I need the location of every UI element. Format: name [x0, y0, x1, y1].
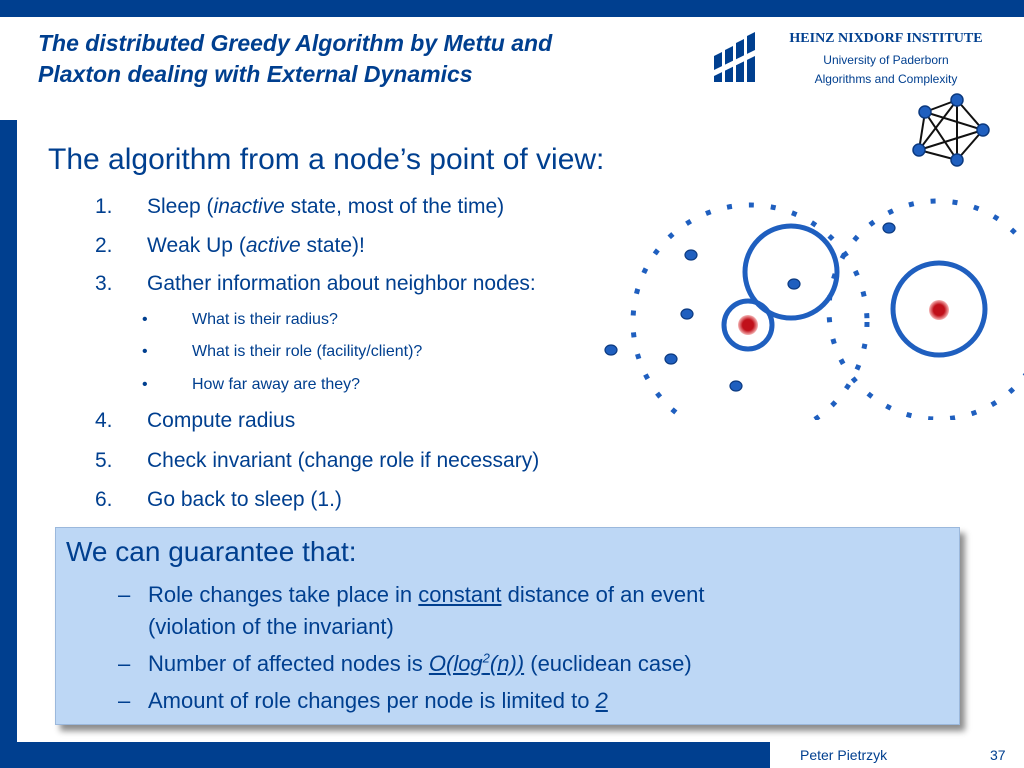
- client-node: [730, 381, 742, 391]
- top-bar: [0, 0, 706, 17]
- step-5: [95, 449, 539, 473]
- client-node: [788, 279, 800, 289]
- step-text: Sleep (: [147, 195, 214, 218]
- step-text: Weak Up (: [147, 234, 246, 257]
- guarantee-item-1-continued: (violation of the invariant): [148, 614, 394, 639]
- institute-logo-icon: [714, 30, 764, 86]
- client-node: [605, 345, 617, 355]
- university-name: University of Paderborn: [823, 53, 949, 67]
- guarantee-item-2: [118, 651, 692, 677]
- client-node: [883, 223, 895, 233]
- slide-title-line-2: Plaxton dealing with External Dynamics: [38, 61, 473, 87]
- step-text: Check invariant (change role if necessary): [147, 449, 540, 472]
- formula-part: (n)): [489, 651, 525, 676]
- bullet: •: [142, 311, 148, 328]
- subitem-text: How far away are they?: [192, 376, 361, 393]
- subitem-text: What is their role (facility/client)?: [192, 343, 423, 360]
- guarantee-title: We can guarantee that:: [66, 536, 357, 567]
- guarantee-text: Role changes take place in: [148, 582, 419, 607]
- step-number: 1.: [95, 195, 113, 218]
- institute-name: HEINZ NIXDORF INSTITUTE: [789, 31, 983, 46]
- step-text: Compute radius: [147, 409, 296, 432]
- step-number: 6.: [95, 488, 113, 511]
- subitem-2: [142, 343, 422, 361]
- left-bar: [0, 120, 17, 742]
- step-6: [95, 488, 342, 512]
- network-diagram: [600, 185, 1024, 420]
- dash: –: [118, 651, 131, 676]
- bullet: •: [142, 376, 148, 393]
- content-heading: The algorithm from a node’s point of view:: [48, 143, 605, 176]
- step-number: 5.: [95, 449, 113, 472]
- step-3: [95, 272, 536, 296]
- dotted-radius-circle: [633, 205, 867, 420]
- dash: –: [118, 582, 131, 607]
- guarantee-underlined: 2: [595, 688, 608, 713]
- guarantee-formula: [429, 651, 524, 676]
- step-number: 2.: [95, 234, 113, 257]
- formula-part: O(log: [428, 651, 483, 676]
- subitem-3: [142, 376, 360, 394]
- subitem-1: [142, 311, 338, 329]
- facility-node: [929, 300, 949, 320]
- top-right-bar: [706, 0, 1024, 17]
- guarantee-item-1: [118, 582, 705, 608]
- step-text: state)!: [300, 234, 365, 257]
- guarantee-text: (euclidean case): [524, 651, 692, 676]
- client-node: [681, 309, 693, 319]
- slide-title-line-1: The distributed Greedy Algorithm by Mettu and: [38, 30, 553, 56]
- step-1: [95, 195, 504, 219]
- step-number: 4.: [95, 409, 113, 432]
- complete-graph-icon: [905, 92, 993, 168]
- step-emphasis: inactive: [213, 195, 285, 218]
- bullet: •: [142, 343, 148, 360]
- bottom-bar: [0, 742, 770, 768]
- dotted-radius-circle: [829, 201, 1024, 419]
- dash: –: [118, 688, 131, 713]
- guarantee-text: Amount of role changes per node is limited to: [148, 688, 596, 713]
- facility-node: [738, 315, 758, 335]
- slide-title: [38, 28, 698, 90]
- guarantee-text: distance of an event: [501, 582, 705, 607]
- step-4: [95, 409, 295, 433]
- step-text: Gather information about neighbor nodes:: [147, 272, 536, 295]
- guarantee-item-3: [118, 688, 608, 714]
- department-name: Algorithms and Complexity: [814, 72, 958, 86]
- step-text: state, most of the time): [284, 195, 505, 218]
- formula-superscript: 2: [482, 650, 490, 666]
- step-2: [95, 234, 365, 258]
- page-number: 37: [990, 747, 1006, 763]
- footer-author: Peter Pietrzyk: [800, 747, 888, 763]
- guarantee-text: Number of affected nodes is: [148, 651, 429, 676]
- step-number: 3.: [95, 272, 113, 295]
- client-node: [665, 354, 677, 364]
- guarantee-underlined: constant: [418, 582, 502, 607]
- subitem-text: What is their radius?: [192, 311, 338, 328]
- step-emphasis: active: [245, 234, 301, 257]
- step-text: Go back to sleep (1.): [147, 488, 342, 511]
- client-node: [685, 250, 697, 260]
